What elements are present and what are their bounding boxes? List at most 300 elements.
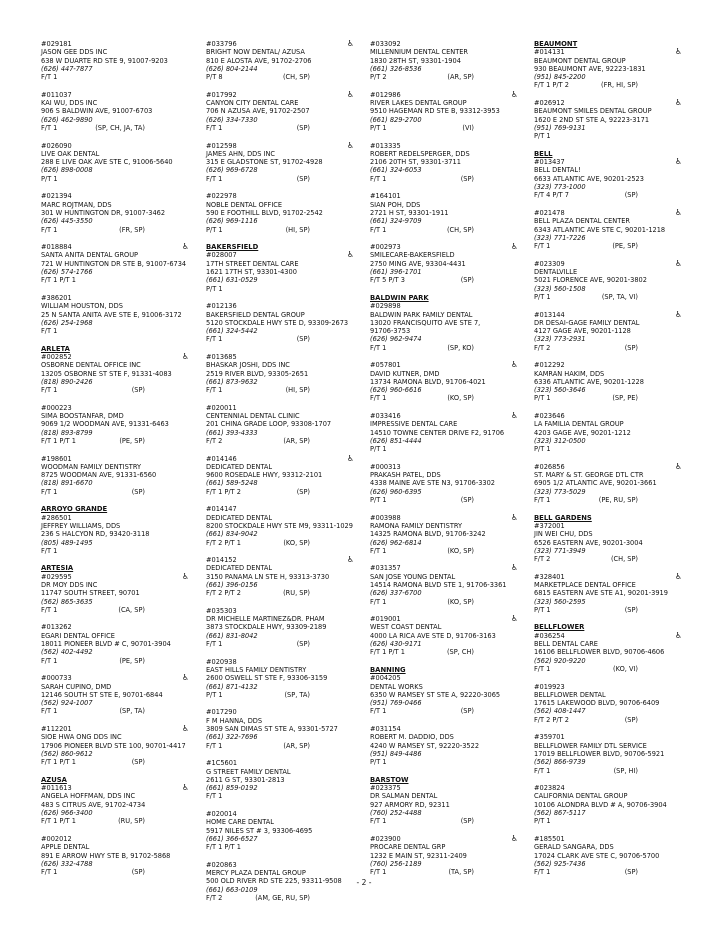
practice-address: 1830 28TH ST, 93301-1904 bbox=[370, 56, 461, 65]
listing-entry bbox=[206, 556, 356, 597]
languages-spoken: (KO, SP) bbox=[447, 597, 474, 606]
wheelchair-accessible-icon: ♿ bbox=[674, 461, 682, 471]
practice-address: 590 E FOOTHILL BLVD, 91702-2542 bbox=[206, 208, 323, 217]
practice-address: 6343 ATLANTIC AVE STE C, 90201-1218 bbox=[534, 225, 666, 234]
position-count: F/T 1 bbox=[206, 174, 223, 183]
wheelchair-accessible-icon: ♿ bbox=[510, 360, 518, 370]
staffing-row bbox=[206, 437, 356, 445]
city-heading: BALDWIN PARK bbox=[370, 293, 429, 302]
listing-entry bbox=[206, 353, 356, 394]
listing-id: #017992 bbox=[206, 90, 237, 99]
phone-number: (626) 851-4444 bbox=[370, 436, 422, 445]
practice-address: 6905 1/2 ATLANTIC AVE, 90201-3661 bbox=[534, 479, 657, 488]
wheelchair-accessible-icon: ♿ bbox=[674, 47, 682, 57]
phone-number: (626) 447-7877 bbox=[41, 64, 93, 73]
practice-address: 9510 HAGEMAN RD STE B, 93312-3953 bbox=[370, 107, 500, 116]
languages-spoken: (SP) bbox=[296, 174, 310, 183]
staffing-row bbox=[41, 817, 191, 825]
listing-id: #035303 bbox=[206, 606, 237, 615]
practice-address: 17024 CLARK AVE STE C, 90706-5700 bbox=[534, 851, 660, 860]
languages-spoken: (SP) bbox=[624, 605, 638, 614]
listing-id: #019923 bbox=[534, 682, 565, 691]
staffing-row bbox=[41, 488, 191, 496]
wheelchair-accessible-icon: ♿ bbox=[510, 242, 518, 252]
position-count: F/T 1 bbox=[206, 640, 223, 649]
staffing-row bbox=[370, 817, 520, 825]
staffing-row bbox=[534, 445, 684, 453]
phone-number: (661) 831-8042 bbox=[206, 631, 258, 640]
practice-address: 6815 EASTERN AVE STE A1, 90201-3919 bbox=[534, 589, 668, 598]
city-heading: BELLFLOWER bbox=[534, 623, 585, 632]
languages-spoken: (SP, CH, JA, TA) bbox=[95, 123, 145, 132]
position-count: F/T 1 bbox=[534, 496, 551, 505]
languages-spoken bbox=[85, 547, 191, 555]
wheelchair-accessible-icon: ♿ bbox=[181, 724, 189, 734]
listing-id: #386201 bbox=[41, 293, 72, 302]
languages-spoken bbox=[250, 843, 356, 851]
listing-id: #057801 bbox=[370, 361, 401, 370]
phone-number: (661) 871-4132 bbox=[206, 682, 258, 691]
practice-address: 16106 BELLFLOWER BLVD, 90706-4606 bbox=[534, 648, 665, 657]
position-count: F/T 1 P/T 1 bbox=[41, 817, 76, 826]
listing-entry bbox=[534, 573, 684, 614]
listing-id: #372001 bbox=[534, 521, 565, 530]
staffing-row bbox=[370, 394, 520, 402]
listing-entry bbox=[206, 708, 356, 749]
listing-entry bbox=[534, 40, 684, 90]
listing-entry bbox=[370, 564, 520, 605]
phone-number: (626) 332-4788 bbox=[41, 859, 93, 868]
phone-number: (626) 962-6814 bbox=[370, 538, 422, 547]
phone-number: (562) 924-1007 bbox=[41, 699, 93, 708]
phone-number: (760) 256-1189 bbox=[370, 859, 422, 868]
listing-id: #033416 bbox=[370, 412, 401, 421]
practice-name: SIOE HWA ONG DDS INC bbox=[41, 733, 122, 742]
position-count: P/T 1 bbox=[534, 817, 551, 826]
listing-entry bbox=[41, 725, 191, 766]
phone-number: (626) 969-1116 bbox=[206, 217, 258, 226]
listing-entry bbox=[534, 623, 684, 673]
practice-name: RAMONA FAMILY DENTISTRY bbox=[370, 521, 463, 530]
practice-address: 10106 ALONDRA BLVD # A, 90706-3904 bbox=[534, 800, 667, 809]
listing-entry bbox=[41, 835, 191, 876]
practice-address: 5120 STOCKDALE HWY STE D, 93309-2673 bbox=[206, 318, 349, 327]
position-count: P/T 1 bbox=[370, 123, 387, 132]
practice-name: DEDICATED DENTAL bbox=[206, 513, 273, 522]
listing-entry bbox=[534, 260, 684, 301]
position-count: F/T 2 P/T 1 bbox=[206, 538, 241, 547]
practice-name: F M HANNA, DDS bbox=[206, 716, 263, 725]
phone-number: (951) 769-0466 bbox=[370, 699, 422, 708]
staffing-row bbox=[370, 124, 520, 132]
listing-entry bbox=[534, 683, 684, 724]
page-number: - 2 - bbox=[356, 878, 372, 887]
position-count: F/T 1 bbox=[370, 343, 387, 352]
languages-spoken bbox=[578, 132, 684, 140]
phone-number: (626) 574-1766 bbox=[41, 268, 93, 277]
staffing-row bbox=[206, 335, 356, 343]
position-count: F/T 1 bbox=[206, 792, 223, 801]
practice-name: ST. MARY & ST. GEORGE DTL CTR bbox=[534, 471, 644, 480]
listing-entry bbox=[534, 784, 684, 825]
listing-id: #011613 bbox=[41, 784, 72, 793]
practice-address: 3150 PANAMA LN STE H, 93313-3730 bbox=[206, 572, 330, 581]
listing-id: #021478 bbox=[534, 208, 565, 217]
languages-spoken: (TA, SP) bbox=[448, 868, 474, 877]
listing-entry bbox=[206, 759, 356, 800]
listing-id: #014147 bbox=[206, 505, 237, 514]
languages-spoken: (SP) bbox=[460, 817, 474, 826]
practice-name: G STREET FAMILY DENTAL bbox=[206, 767, 291, 776]
practice-name: SAN JOSE YOUNG DENTAL bbox=[370, 572, 456, 581]
languages-spoken: (SP) bbox=[460, 496, 474, 505]
phone-number: (626) 898-0008 bbox=[41, 166, 93, 175]
languages-spoken: (SP) bbox=[131, 758, 145, 767]
languages-spoken: (SP, HI) bbox=[613, 766, 638, 775]
practice-name: DR MICHELLE MARTINEZ&DR. PHAM bbox=[206, 615, 325, 624]
listing-id: #198601 bbox=[41, 454, 72, 463]
listing-entry bbox=[206, 455, 356, 496]
listing-id: #004205 bbox=[370, 674, 401, 683]
practice-name: DR SALMAN DENTAL bbox=[370, 792, 438, 801]
languages-spoken: (AR, SP) bbox=[283, 741, 310, 750]
practice-address: 500 OLD RIVER RD STE 225, 93311-9508 bbox=[206, 877, 342, 886]
practice-address: 17906 PIONEER BLVD STE 100, 90701-4417 bbox=[41, 741, 186, 750]
phone-number: (323) 312-0500 bbox=[534, 436, 586, 445]
practice-name: MARKETPLACE DENTAL OFFICE bbox=[534, 581, 636, 589]
wheelchair-accessible-icon: ♿ bbox=[510, 411, 518, 421]
phone-number: (626) 337-6700 bbox=[370, 589, 422, 598]
listing-id: #002852 bbox=[41, 352, 72, 361]
practice-address: 301 W HUNTINGTON DR, 91007-3462 bbox=[41, 208, 166, 217]
languages-spoken bbox=[85, 276, 191, 284]
languages-spoken: (SP, TA, VI) bbox=[601, 292, 638, 301]
position-count: P/T 1 bbox=[206, 284, 223, 293]
position-count: P/T 1 bbox=[370, 445, 387, 454]
practice-name: DR DESAI-GAGE FAMILY DENTAL bbox=[534, 318, 640, 327]
staffing-row bbox=[41, 276, 191, 284]
languages-spoken bbox=[578, 817, 684, 825]
listing-entry bbox=[370, 361, 520, 402]
practice-address: 906 S BALDWIN AVE, 91007-6703 bbox=[41, 107, 153, 116]
practice-name: MERCY PLAZA DENTAL GROUP bbox=[206, 869, 306, 878]
practice-address: 721 W HUNTINGTON DR STE B, 91007-6734 bbox=[41, 259, 187, 268]
position-count: F/T 2 bbox=[206, 893, 223, 902]
listing-entry bbox=[370, 294, 520, 352]
practice-name: BHASKAR JOSHI, DDS INC bbox=[206, 361, 290, 370]
listing-id: #017290 bbox=[206, 708, 237, 717]
practice-name: DR MOY DDS INC bbox=[41, 581, 98, 589]
phone-number: (626) 804-2144 bbox=[206, 64, 258, 73]
practice-address: 927 ARMORY RD, 92311 bbox=[370, 800, 450, 809]
languages-spoken: (AR, SP) bbox=[283, 436, 310, 445]
staffing-row bbox=[534, 394, 684, 402]
listing-id: #011037 bbox=[41, 90, 72, 99]
position-count: F/T 1 bbox=[534, 868, 551, 877]
listing-entry bbox=[370, 776, 520, 826]
listing-id: #286501 bbox=[41, 513, 72, 522]
listing-id: #013685 bbox=[206, 352, 237, 361]
practice-name: BALDWIN PARK FAMILY DENTAL bbox=[370, 310, 473, 319]
phone-number: (661) 829-2700 bbox=[370, 115, 422, 124]
listing-id: #1C5601 bbox=[206, 759, 238, 768]
practice-address: 706 N AZUSA AVE, 91702-2507 bbox=[206, 107, 310, 116]
wheelchair-accessible-icon: ♿ bbox=[181, 571, 189, 581]
listing-id: #033092 bbox=[370, 40, 401, 48]
staffing-row bbox=[534, 81, 684, 89]
staffing-row bbox=[534, 555, 684, 563]
position-count: F/T 1 bbox=[370, 394, 387, 403]
listing-entry bbox=[41, 404, 191, 445]
listing-id: #020011 bbox=[206, 403, 237, 412]
wheelchair-accessible-icon: ♿ bbox=[674, 207, 682, 217]
staffing-row bbox=[41, 175, 191, 183]
listing-entry bbox=[41, 623, 191, 664]
phone-number: (760) 252-4488 bbox=[370, 809, 422, 818]
practice-name: BAKERSFIELD DENTAL GROUP bbox=[206, 310, 305, 319]
listing-entry bbox=[41, 91, 191, 132]
listing-id: #031357 bbox=[370, 564, 401, 573]
phone-number: (323) 771-7226 bbox=[534, 233, 586, 242]
practice-address: 1620 E 2ND ST STE A, 92223-3171 bbox=[534, 115, 650, 124]
phone-number: (661) 873-9632 bbox=[206, 377, 258, 386]
phone-number: (661) 324-6053 bbox=[370, 166, 422, 175]
position-count: F/T 1 bbox=[206, 741, 223, 750]
practice-name: DENTALVILLE bbox=[534, 268, 578, 277]
languages-spoken: (RU, SP) bbox=[118, 817, 145, 826]
practice-name: OSBORNE DENTAL OFFICE INC bbox=[41, 361, 141, 370]
staffing-row bbox=[206, 742, 356, 750]
listing-id: #013262 bbox=[41, 623, 72, 632]
city-heading: AZUSA bbox=[41, 775, 67, 784]
phone-number: (626) 960-6616 bbox=[370, 386, 422, 395]
listing-id: #013144 bbox=[534, 310, 565, 319]
phone-number: (626) 969-6728 bbox=[206, 166, 258, 175]
listing-id: #013335 bbox=[370, 141, 401, 150]
languages-spoken: (RU, SP) bbox=[283, 589, 310, 598]
staffing-row bbox=[206, 640, 356, 648]
practice-name: ANGELA HOFFMAN, DDS INC bbox=[41, 792, 136, 801]
practice-address: 11747 SOUTH STREET, 90701 bbox=[41, 589, 140, 598]
practice-name: DEDICATED DENTAL bbox=[206, 564, 273, 573]
practice-address: 4000 LA RICA AVE STE D, 91706-3163 bbox=[370, 631, 496, 640]
phone-number: (626) 254-1968 bbox=[41, 318, 93, 327]
staffing-row bbox=[41, 606, 191, 614]
phone-number: (951) 849-4486 bbox=[370, 749, 422, 758]
practice-address: 2611 G ST, 93301-2813 bbox=[206, 775, 285, 784]
phone-number: (323) 773-5029 bbox=[534, 487, 586, 496]
listing-entry bbox=[534, 311, 684, 352]
listing-id: #012986 bbox=[370, 90, 401, 99]
directory-column-2 bbox=[206, 40, 356, 912]
listing-entry bbox=[370, 725, 520, 766]
practice-address: 4127 GAGE AVE, 90201-1128 bbox=[534, 327, 631, 336]
practice-name: LA FAMILIA DENTAL GROUP bbox=[534, 420, 624, 429]
phone-number: (323) 560-1508 bbox=[534, 284, 586, 293]
listing-entry bbox=[534, 463, 684, 504]
wheelchair-accessible-icon: ♿ bbox=[346, 89, 354, 99]
practice-name: ROBERT M. DADDIO, DDS bbox=[370, 733, 454, 742]
practice-name: BEAUMONT SMILES DENTAL GROUP bbox=[534, 107, 652, 116]
practice-address: 6336 ATLANTIC AVE, 90201-1228 bbox=[534, 377, 644, 386]
listing-id: #164101 bbox=[370, 192, 401, 201]
practice-address: 2519 RIVER BLVD, 93305-2651 bbox=[206, 369, 309, 378]
listing-entry bbox=[206, 40, 356, 81]
listing-entry bbox=[534, 514, 684, 564]
languages-spoken: (PE, SP) bbox=[119, 436, 145, 445]
practice-address: 17615 LAKEWOOD BLVD, 90706-6409 bbox=[534, 699, 660, 708]
position-count: F/T 1 bbox=[41, 225, 58, 234]
practice-name: JEFFREY WILLIAMS, DDS bbox=[41, 521, 121, 530]
staffing-row bbox=[206, 386, 356, 394]
staffing-row bbox=[41, 437, 191, 445]
staffing-row bbox=[41, 73, 191, 81]
practice-address: 8200 STOCKDALE HWY STE M9, 93311-1029 bbox=[206, 521, 353, 530]
practice-name: WEST COAST DENTAL bbox=[370, 623, 442, 632]
phone-number: (626) 445-3550 bbox=[41, 217, 93, 226]
phone-number: (626) 462-9890 bbox=[41, 115, 93, 124]
practice-name: DAVID KUTNER, DMD bbox=[370, 369, 440, 378]
languages-spoken: (SP, CH) bbox=[446, 648, 474, 657]
phone-number: (661) 393-4333 bbox=[206, 428, 258, 437]
position-count: F/T 1 P/T 2 bbox=[206, 487, 241, 496]
practice-address: 4338 MAINE AVE STE N3, 91706-3302 bbox=[370, 479, 496, 488]
listing-entry bbox=[206, 404, 356, 445]
staffing-row bbox=[206, 124, 356, 132]
staffing-row bbox=[370, 648, 520, 656]
listing-entry bbox=[370, 40, 520, 81]
languages-spoken: (CH, SP) bbox=[610, 555, 638, 564]
wheelchair-accessible-icon: ♿ bbox=[181, 351, 189, 361]
practice-address: 91706-3753 bbox=[370, 327, 411, 336]
practice-address: 236 S HALCYON RD, 93420-3118 bbox=[41, 530, 150, 539]
listing-entry bbox=[534, 150, 684, 200]
listing-id: #018884 bbox=[41, 243, 72, 252]
staffing-row bbox=[206, 894, 356, 902]
listing-id: #112201 bbox=[41, 725, 72, 734]
position-count: P/T 1 bbox=[370, 496, 387, 505]
practice-name: WOODMAN FAMILY DENTISTRY bbox=[41, 462, 142, 471]
position-count: P/T 1 bbox=[534, 132, 551, 141]
wheelchair-accessible-icon: ♿ bbox=[510, 614, 518, 624]
phone-number: (818) 891-6670 bbox=[41, 479, 93, 488]
listing-entry bbox=[41, 776, 191, 826]
practice-address: 4203 GAGE AVE, 90201-1212 bbox=[534, 428, 631, 437]
listing-id: #020863 bbox=[206, 860, 237, 869]
phone-number: (323) 773-2931 bbox=[534, 335, 586, 344]
position-count: F/T 2 P/T 2 bbox=[534, 715, 569, 724]
practice-name: PRAKASH PATEL, DDS bbox=[370, 471, 441, 480]
position-count: F/T 1 bbox=[206, 335, 223, 344]
languages-spoken: (AM, GE, RU, SP) bbox=[255, 893, 310, 902]
practice-address: 6633 ATLANTIC AVE, 90201-2523 bbox=[534, 174, 644, 183]
staffing-row bbox=[370, 758, 520, 766]
practice-address: 3873 STOCKDALE HWY, 93309-2189 bbox=[206, 623, 327, 632]
directory-column-4 bbox=[534, 40, 684, 886]
position-count: F/T 1 P/T 1 bbox=[41, 436, 76, 445]
phone-number: (562) 408-1447 bbox=[534, 707, 586, 716]
position-count: F/T 1 bbox=[41, 546, 58, 555]
listing-entry bbox=[534, 99, 684, 140]
languages-spoken bbox=[578, 445, 684, 453]
staffing-row bbox=[206, 175, 356, 183]
languages-spoken: (AR, SP) bbox=[447, 73, 474, 82]
languages-spoken: (KO, SP) bbox=[447, 394, 474, 403]
position-count: F/T 1 bbox=[534, 242, 551, 251]
practice-name: JASON GEE DDS INC bbox=[41, 48, 108, 57]
staffing-row bbox=[534, 665, 684, 673]
practice-address: 3809 SAN DIMAS ST STE A, 93301-5727 bbox=[206, 725, 338, 734]
wheelchair-accessible-icon: ♿ bbox=[346, 250, 354, 260]
practice-name: KAMRAN HAKIM, DDS bbox=[534, 369, 605, 378]
languages-spoken: (SP) bbox=[296, 640, 310, 649]
phone-number: (562) 920-9220 bbox=[534, 656, 586, 665]
position-count: P/T 1 bbox=[41, 174, 58, 183]
listing-id: #003988 bbox=[370, 513, 401, 522]
city-heading: BELL bbox=[534, 149, 553, 158]
listing-id: #028007 bbox=[206, 251, 237, 260]
wheelchair-accessible-icon: ♿ bbox=[346, 453, 354, 463]
phone-number: (562) 866-9739 bbox=[534, 758, 586, 767]
listing-id: #026856 bbox=[534, 462, 565, 471]
position-count: F/T 1 bbox=[41, 605, 58, 614]
phone-number: (626) 966-3400 bbox=[41, 809, 93, 818]
staffing-row bbox=[534, 132, 684, 140]
languages-spoken: (CH, SP) bbox=[446, 225, 474, 234]
phone-number: (818) 890-2426 bbox=[41, 377, 93, 386]
listing-id: #185501 bbox=[534, 834, 565, 843]
position-count: F/T 1 bbox=[206, 123, 223, 132]
phone-number: (626) 334-7330 bbox=[206, 115, 258, 124]
phone-number: (661) 396-1701 bbox=[370, 268, 422, 277]
listing-id: #026090 bbox=[41, 141, 72, 150]
practice-address: 25 N SANTA ANITA AVE STE E, 91006-3172 bbox=[41, 310, 182, 319]
languages-spoken bbox=[414, 758, 520, 766]
listing-entry bbox=[370, 412, 520, 453]
phone-number: (661) 326-8536 bbox=[370, 64, 422, 73]
staffing-row bbox=[370, 707, 520, 715]
practice-name: BELLFLOWER DENTAL bbox=[534, 690, 606, 699]
languages-spoken: (SP) bbox=[460, 707, 474, 716]
listing-id: #029181 bbox=[41, 40, 72, 48]
staffing-row bbox=[206, 539, 356, 547]
languages-spoken: (CH, SP) bbox=[282, 73, 310, 82]
staffing-row bbox=[41, 226, 191, 234]
practice-address: 13734 RAMONA BLVD, 91706-4021 bbox=[370, 377, 486, 386]
listing-entry bbox=[370, 666, 520, 716]
listing-entry bbox=[206, 91, 356, 132]
languages-spoken: (HI, SP) bbox=[285, 225, 310, 234]
practice-address: 9600 ROSEDALE HWY, 93312-2101 bbox=[206, 471, 323, 480]
city-heading: BELL GARDENS bbox=[534, 513, 592, 522]
position-count: F/T 1 bbox=[370, 868, 387, 877]
wheelchair-accessible-icon: ♿ bbox=[674, 630, 682, 640]
position-count: F/T 1 bbox=[41, 656, 58, 665]
practice-name: SARAH CUPINO, DMD bbox=[41, 682, 112, 691]
languages-spoken: (SP) bbox=[131, 386, 145, 395]
staffing-row bbox=[41, 386, 191, 394]
listing-id: #014131 bbox=[534, 48, 565, 57]
staffing-row bbox=[534, 606, 684, 614]
listing-entry bbox=[370, 243, 520, 284]
position-count: F/T 5 P/T 3 bbox=[370, 276, 405, 285]
listing-id: #023900 bbox=[370, 834, 401, 843]
listing-entry bbox=[41, 455, 191, 496]
position-count: F/T 1 bbox=[370, 707, 387, 716]
wheelchair-accessible-icon: ♿ bbox=[674, 571, 682, 581]
practice-address: 315 E GLADSTONE ST, 91702-4928 bbox=[206, 158, 323, 167]
position-count: F/T 1 bbox=[370, 174, 387, 183]
